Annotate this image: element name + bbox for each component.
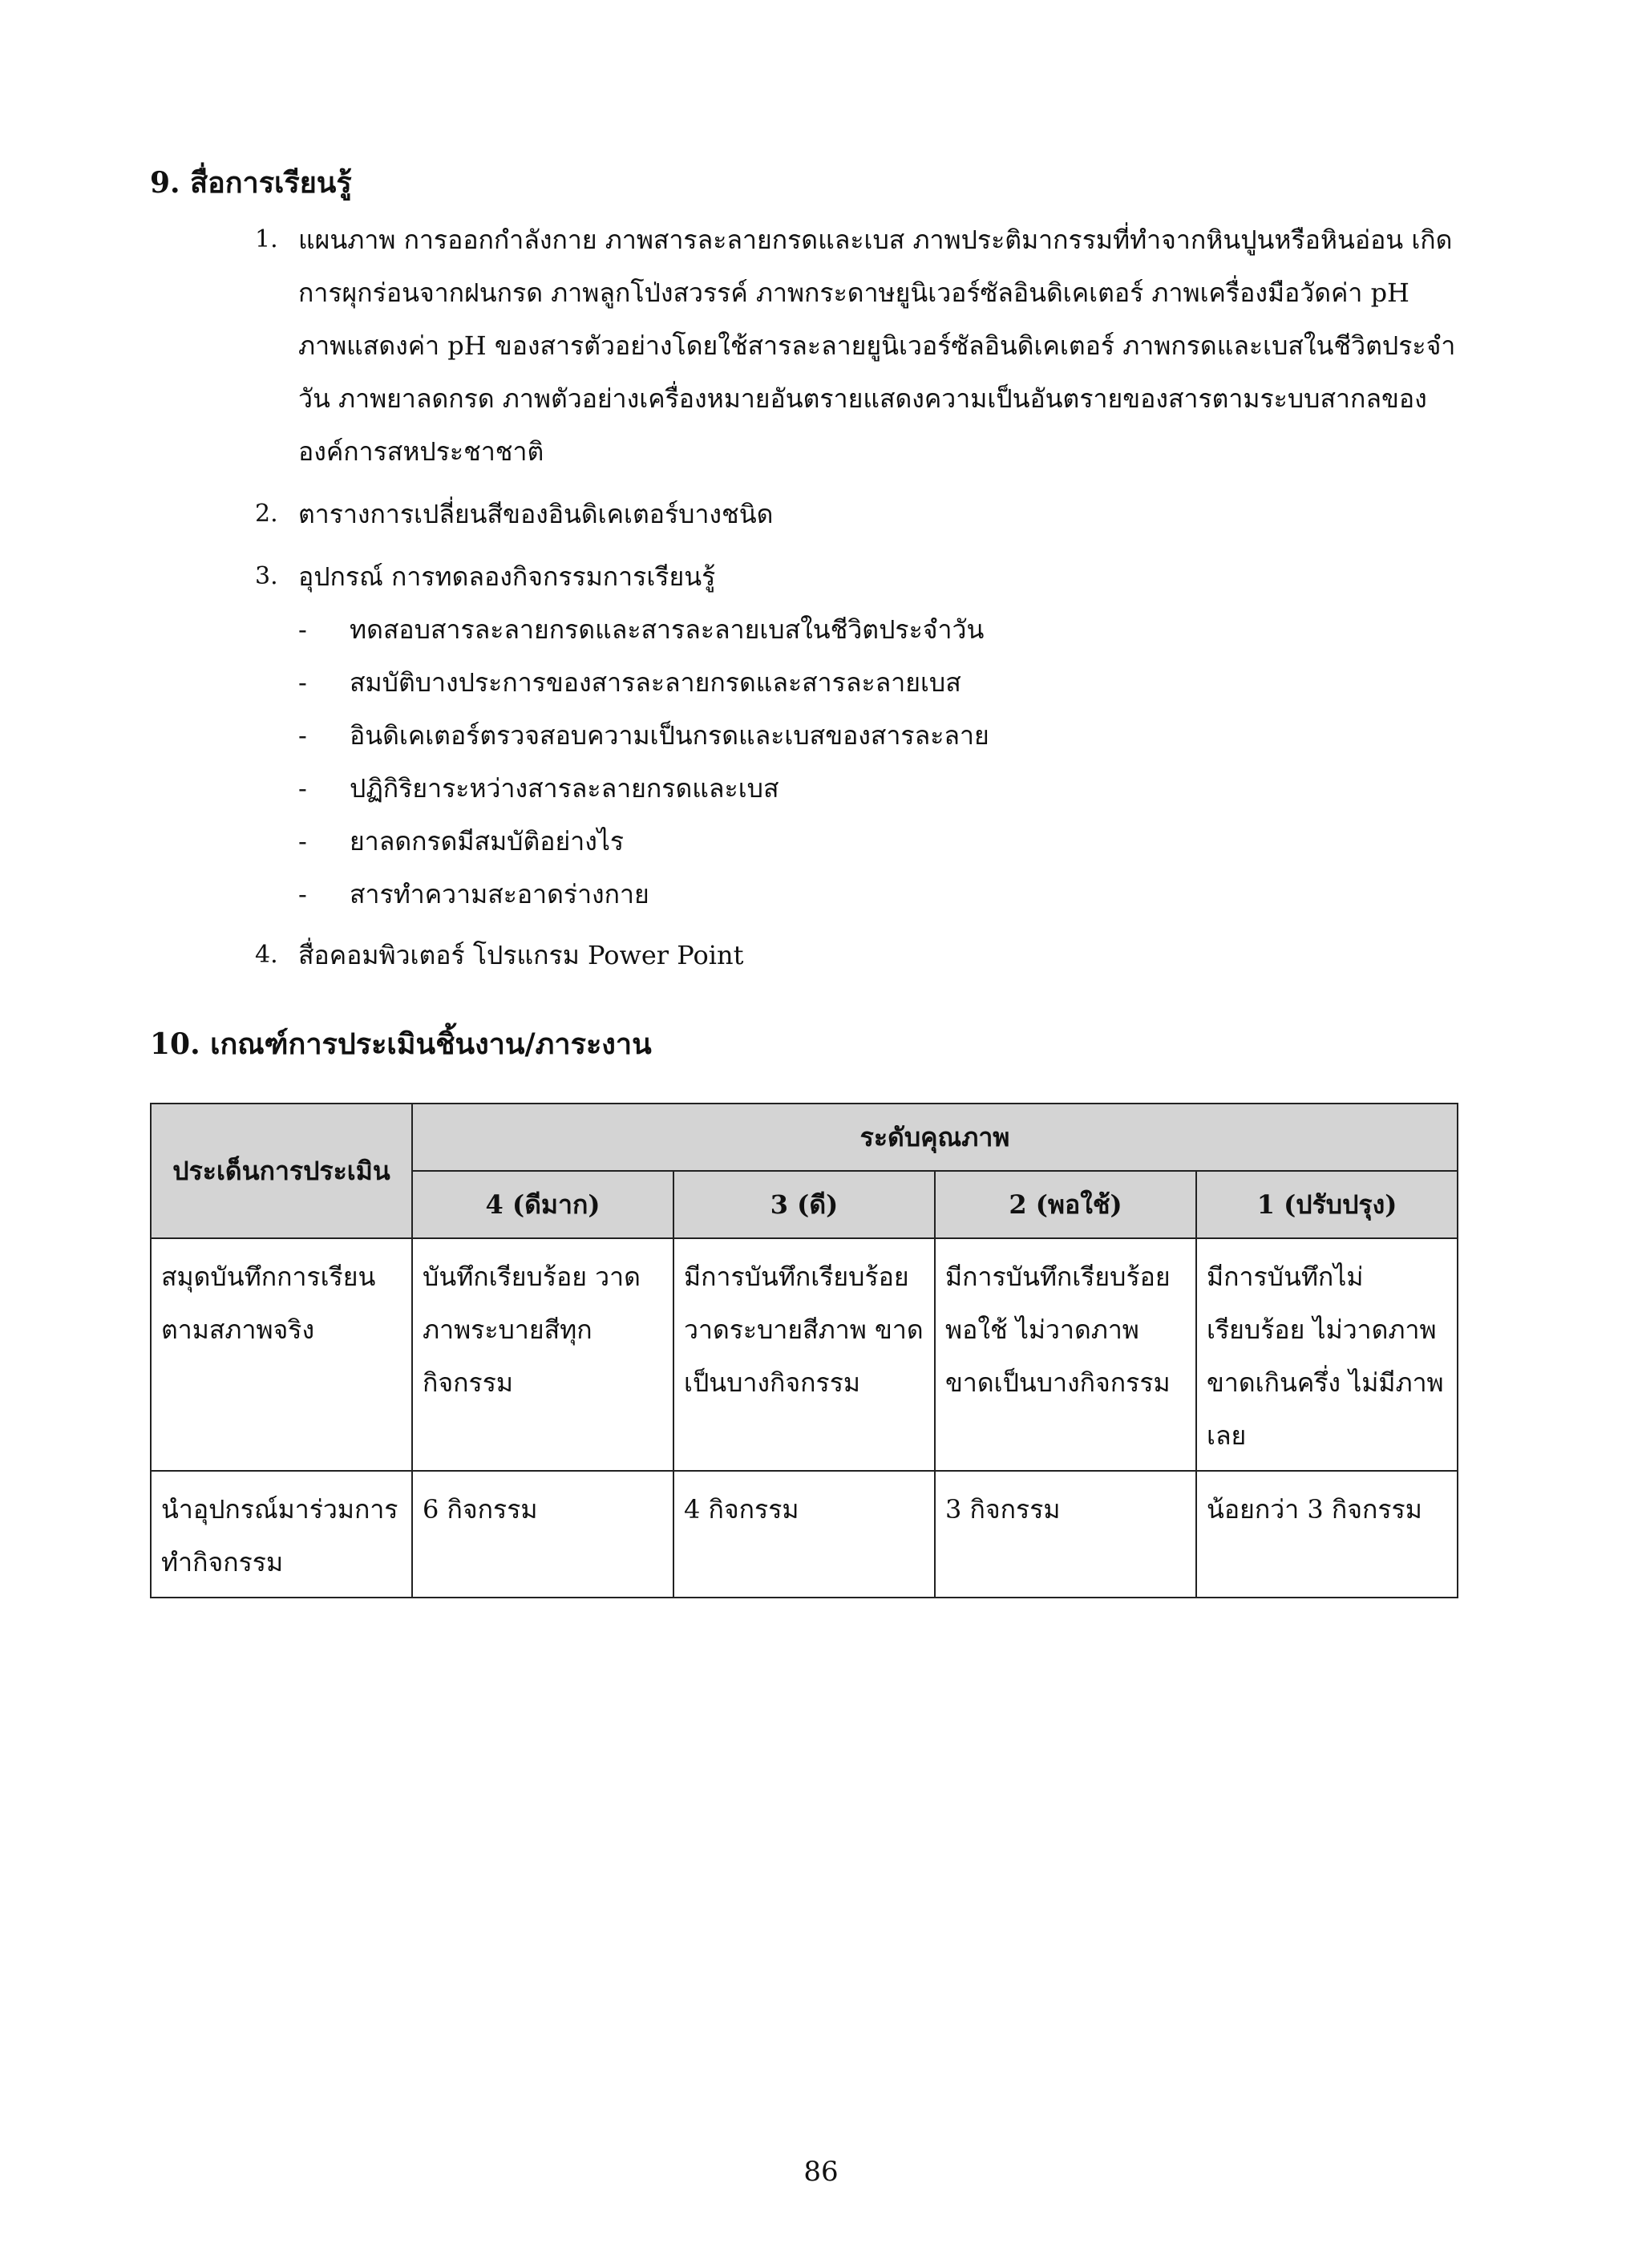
level-header: 1 (ปรับปรุง): [1196, 1171, 1458, 1238]
list-text: ตารางการเปลี่ยนสีของอินดิเคเตอร์บางชนิด: [298, 499, 774, 529]
page-number: 86: [803, 2156, 839, 2188]
list-number: 1.: [255, 225, 278, 253]
sublist-item: [298, 709, 1421, 762]
bullet-dash: -: [298, 614, 307, 645]
bullet-dash: -: [298, 879, 307, 909]
sublist-text: ยาลดกรดมีสมบัติอย่างไร: [350, 826, 625, 857]
sublist-text: อินดิเคเตอร์ตรวจสอบความเป็นกรดและเบสของสารละลาย: [350, 720, 989, 751]
list-number: 3.: [255, 562, 278, 590]
sublist-text: สารทำความสะอาดร่างกาย: [350, 879, 649, 909]
sublist-item: [298, 603, 1421, 656]
level-header: 4 (ดีมาก): [412, 1171, 673, 1238]
sublist-text: ปฏิกิริยาระหว่างสารละลายกรดและเบส: [350, 773, 779, 804]
list-item-2: [255, 488, 1466, 541]
level-header: 2 (พอใช้): [935, 1171, 1196, 1238]
table-row: [151, 1238, 1458, 1471]
table-cell: น้อยกว่า 3 กิจกรรม: [1196, 1471, 1458, 1598]
list-item-1: [255, 213, 1466, 478]
list-text: อุปกรณ์ การทดลองกิจกรรมการเรียนรู้: [298, 561, 716, 592]
section-9-heading: 9. สื่อการเรียนรู้: [150, 166, 352, 200]
list-item-3: [255, 550, 1466, 603]
quality-level-header: ระดับคุณภาพ: [412, 1104, 1458, 1171]
table-cell: บันทึกเรียบร้อย วาดภาพระบายสีทุกกิจกรรม: [412, 1238, 673, 1471]
table-row: [151, 1471, 1458, 1598]
bullet-dash: -: [298, 720, 307, 751]
sublist-item: [298, 868, 1421, 921]
criteria-header: ประเด็นการประเมิน: [151, 1104, 412, 1238]
table-cell: มีการบันทึกไม่เรียบร้อย ไม่วาดภาพ ขาดเกินครึ่ง ไม่มีภาพเลย: [1196, 1238, 1458, 1471]
bullet-dash: -: [298, 667, 307, 698]
activity-sublist: [298, 603, 1421, 921]
table-cell: 3 กิจกรรม: [935, 1471, 1196, 1598]
list-item-4: [255, 929, 1466, 982]
list-text: สื่อคอมพิวเตอร์ โปรแกรม Power Point: [298, 940, 744, 970]
sublist-item: [298, 815, 1421, 868]
bullet-dash: -: [298, 773, 307, 804]
list-number: 4.: [255, 941, 278, 969]
sublist-item: [298, 762, 1421, 815]
criterion-cell: นำอุปกรณ์มาร่วมการทำกิจกรรม: [151, 1471, 412, 1598]
sublist-text: สมบัติบางประการของสารละลายกรดและสารละลายเบส: [350, 667, 961, 698]
list-text: แผนภาพ การออกกำลังกาย ภาพสารละลายกรดและเบส ภาพประติมากรรมที่ทำจากหินปูนหรือหินอ่อน เกิดการผุกร่อนจากฝนกรด ภาพลูกโป่งสวรรค์ ภาพกระดาษยูนิเวอร์ซัลอินดิเคเตอร์ ภาพเครื่องมือวัดค่า pH ภาพแสดงค่า pH ของสารตัวอย่างโดยใช้สารละลายยูนิเวอร์ซัลอินดิเคเตอร์ ภาพกรดและเบสในชีวิตประจำวัน ภาพยาลดกรด ภาพตัวอย่างเครื่องหมายอันตรายแสดงความเป็นอันตรายของสารตามระบบสากลขององค์การสหประชาชาติ: [298, 225, 1456, 467]
sublist-text: ทดสอบสารละลายกรดและสารละลายเบสในชีวิตประจำวัน: [350, 614, 985, 645]
assessment-rubric-table: [150, 1103, 1458, 1598]
criterion-cell: สมุดบันทึกการเรียนตามสภาพจริง: [151, 1238, 412, 1471]
section-10-heading: 10. เกณฑ์การประเมินชิ้นงาน/ภาระงาน: [150, 1027, 652, 1061]
table-cell: 4 กิจกรรม: [673, 1471, 935, 1598]
list-number: 2.: [255, 500, 278, 528]
table-cell: มีการบันทึกเรียบร้อย พอใช้ ไม่วาดภาพ ขาดเป็นบางกิจกรรม: [935, 1238, 1196, 1471]
level-header: 3 (ดี): [673, 1171, 935, 1238]
table-cell: 6 กิจกรรม: [412, 1471, 673, 1598]
table-cell: มีการบันทึกเรียบร้อย วาดระบายสีภาพ ขาดเป็นบางกิจกรรม: [673, 1238, 935, 1471]
bullet-dash: -: [298, 826, 307, 857]
sublist-item: [298, 656, 1421, 709]
